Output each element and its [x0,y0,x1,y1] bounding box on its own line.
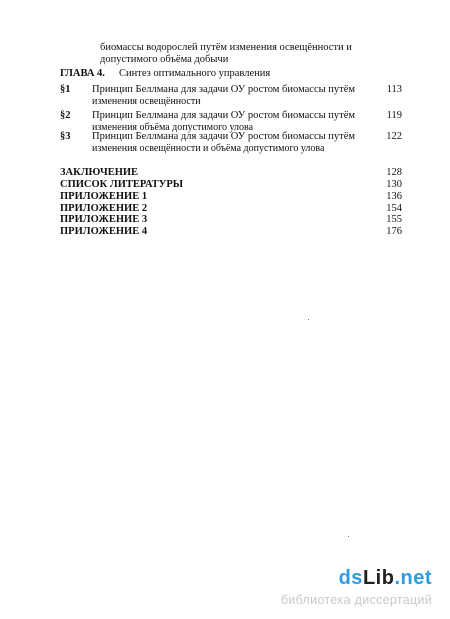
logo-net: .net [394,567,432,589]
toc-continuation-line-1: биомассы водорослей путём изменения освещённости и [100,42,352,53]
toc-entry-conclusion: ЗАКЛЮЧЕНИЕ [60,167,139,178]
toc-entry-page-number: 154 [386,203,402,214]
section-title-line-1: Принцип Беллмана для задачи ОУ ростом биомассы путём [92,131,356,142]
section-number: §3 [60,131,71,142]
toc-entry-page-number: 136 [386,191,402,202]
toc-entry-page-number: 155 [386,214,402,225]
toc-entry-page-number: 176 [386,226,402,237]
section-title-line-2: изменения освещённости и объёма допустимого улова [92,143,325,154]
section-page-number: 122 [386,131,402,142]
section-number: §2 [60,110,71,121]
section-page-number: 113 [386,84,402,95]
section-page-number: 119 [386,110,402,121]
toc-entry-bibliography: СПИСОК ЛИТЕРАТУРЫ [60,179,184,190]
logo-lib: Lib [362,567,395,589]
toc-continuation-line-2: допустимого объёма добычи [100,54,229,65]
section-title-line-1: Принцип Беллмана для задачи ОУ ростом биомассы путём [92,110,356,121]
toc-entry-page-number: 128 [386,167,402,178]
chapter-title: Синтез оптимального управления [119,68,271,79]
section-number: §1 [60,84,71,95]
toc-entry-appendix-1: ПРИЛОЖЕНИЕ 1 [60,191,148,202]
section-title-line-2: изменения освещённости [92,96,201,107]
section-title-line-1: Принцип Беллмана для задачи ОУ ростом биомассы путём [92,84,356,95]
toc-entry-page-number: 130 [386,179,402,190]
toc-entry-appendix-3: ПРИЛОЖЕНИЕ 3 [60,214,148,225]
toc-entry-appendix-4: ПРИЛОЖЕНИЕ 4 [60,226,148,237]
watermark-subtitle: библиотека диссертаций [280,593,432,607]
chapter-label: ГЛАВА 4. [60,68,105,79]
watermark-logo [339,567,432,590]
scan-speck [308,319,309,320]
scan-speck [348,536,349,537]
section-title-line-2: изменения объёма допустимого улова [92,122,254,133]
logo-ds: ds [338,567,363,589]
toc-entry-appendix-2: ПРИЛОЖЕНИЕ 2 [60,203,148,214]
